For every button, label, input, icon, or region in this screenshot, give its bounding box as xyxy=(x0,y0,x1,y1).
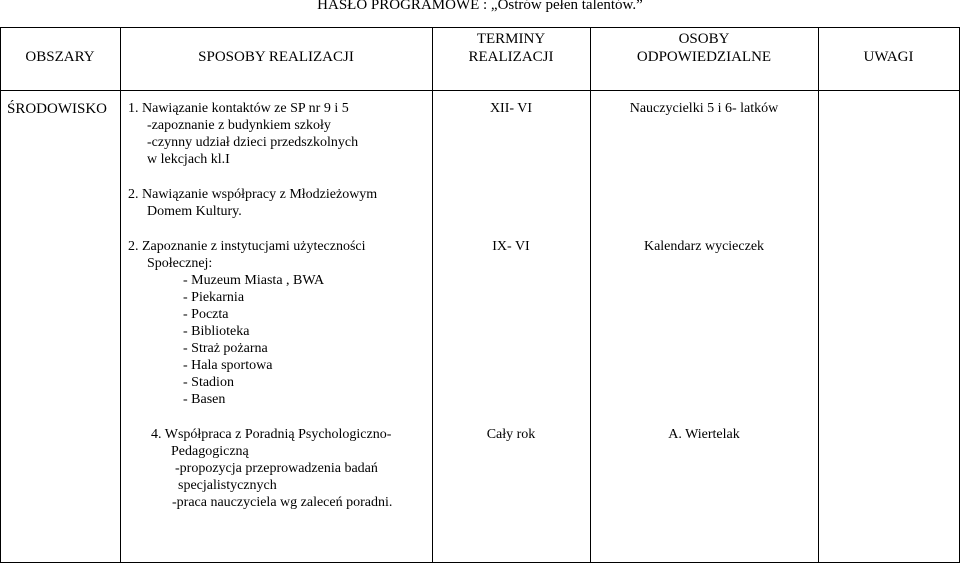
item-line: - Basen xyxy=(183,392,226,407)
col-border xyxy=(120,27,121,563)
item-line: 2. Zapoznanie z instytucjami użyteczności xyxy=(128,239,366,254)
item-term: XII- VI xyxy=(489,101,533,116)
item-person: Kalendarz wycieczek xyxy=(643,239,765,254)
item-line: 1. Nawiązanie kontaktów ze SP nr 9 i 5 xyxy=(128,101,349,116)
col-border xyxy=(818,27,819,563)
col-border xyxy=(0,27,1,563)
item-line: -propozycja przeprowadzenia badań xyxy=(175,461,378,476)
item-line: - Hala sportowa xyxy=(183,358,273,373)
item-line: Domem Kultury. xyxy=(147,204,242,219)
header-osoby: OSOBY xyxy=(678,31,730,47)
item-term: IX- VI xyxy=(492,239,530,254)
item-line: 2. Nawiązanie współpracy z Młodzieżowym xyxy=(128,187,378,202)
header-sposoby-realizacji: SPOSOBY REALIZACJI xyxy=(198,49,354,65)
item-line: -zapoznanie z budynkiem szkoły xyxy=(147,118,331,133)
table-top-border xyxy=(0,27,960,28)
header-odpowiedzialne: ODPOWIEDZIALNE xyxy=(636,49,772,65)
page-title: HASŁO PROGRAMOWE : „Ostrów pełen talentów.” xyxy=(317,0,643,13)
item-line: - Piekarnia xyxy=(183,290,245,305)
header-bottom-border xyxy=(0,90,960,91)
header-uwagi: UWAGI xyxy=(863,49,914,65)
item-line: specjalistycznych xyxy=(178,478,277,493)
area-label: ŚRODOWISKO xyxy=(7,101,108,117)
header-realizacji: REALIZACJI xyxy=(468,49,554,65)
item-line: - Muzeum Miasta , BWA xyxy=(183,273,325,288)
item-line: -praca nauczyciela wg zaleceń poradni. xyxy=(172,495,393,510)
item-person: Nauczycielki 5 i 6- latków xyxy=(629,101,779,116)
item-line: -czynny udział dzieci przedszkolnych xyxy=(147,135,359,150)
item-line: - Biblioteka xyxy=(183,324,250,339)
header-terminy: TERMINY xyxy=(476,31,546,47)
header-obszary: OBSZARY xyxy=(25,49,95,65)
item-line: 4. Współpraca z Poradnią Psychologiczno- xyxy=(151,427,392,442)
item-line: Pedagogiczną xyxy=(171,444,249,459)
item-line: Społecznej: xyxy=(147,256,213,271)
item-line: - Stadion xyxy=(183,375,234,390)
item-term: Cały rok xyxy=(486,427,536,442)
item-line: - Poczta xyxy=(183,307,229,322)
item-person: A. Wiertelak xyxy=(668,427,740,442)
item-line: w lekcjach kl.I xyxy=(147,152,230,167)
item-line: - Straż pożarna xyxy=(183,341,268,356)
